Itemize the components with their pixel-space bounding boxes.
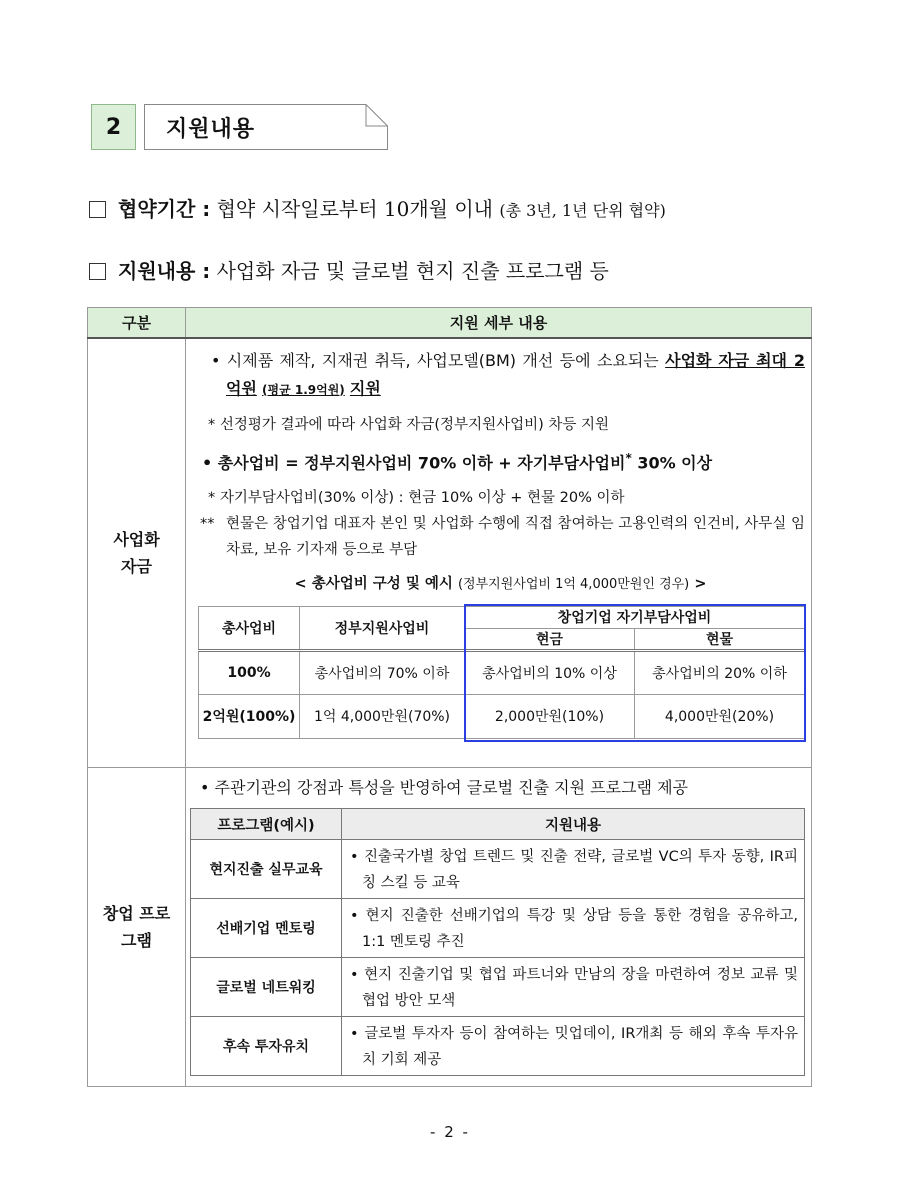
- cost-header-total: 총사업비: [199, 606, 300, 650]
- program-header-name: 프로그램(예시): [191, 809, 342, 840]
- checkbox-square-icon: [89, 201, 106, 218]
- funding-note-3: ** 현물은 창업기업 대표자 본인 및 사업화 수행에 직접 참여하는 고용인력의 인건비, 사무실 임차료, 보유 기자재 등으로 부담: [200, 515, 805, 558]
- header-category: 구분: [88, 308, 186, 338]
- agreement-text: 협약 시작일로부터 10개월 이내: [216, 197, 493, 221]
- cost-header-self: 창업기업 자기부담사업비: [465, 606, 805, 628]
- table-row: 2억원(100%) 1억 4,000만원(70%) 2,000만원(10%) 4,000만원(20%): [199, 694, 805, 738]
- funding-bullet-2: • 총사업비 = 정부지원사업비 70% 이하 + 자기부담사업비* 30% 이상: [202, 450, 713, 472]
- program-detail: [186, 768, 812, 1087]
- checkbox-square-icon: [89, 263, 106, 280]
- header-detail: 지원 세부 내용: [186, 308, 812, 338]
- example-caption: < 총사업비 구성 및 예시 (정부지원사업비 1억 4,000만원인 경우) >: [294, 575, 707, 592]
- support-label: 지원내용 :: [118, 259, 211, 283]
- funding-note-2: * 자기부담사업비(30% 이상) : 현금 10% 이상 + 현물 20% 이하: [208, 489, 625, 506]
- section-title: 지원내용: [166, 117, 256, 142]
- table-row: 글로벌 네트워킹 • 현지 진출기업 및 협업 파트너와 만남의 장을 마련하여 정보 교류 및 협업 방안 모색: [191, 958, 805, 1017]
- program-table: [190, 808, 805, 1076]
- cost-example: [196, 606, 805, 739]
- table-row: 후속 투자유치 • 글로벌 투자자 등이 참여하는 밋업데이, IR개최 등 해외 후속 투자유치 기회 제공: [191, 1017, 805, 1076]
- support-text: 사업화 자금 및 글로벌 현지 진출 프로그램 등: [216, 259, 609, 283]
- table-row: 현지진출 실무교육 • 진출국가별 창업 트렌드 및 진출 전략, 글로벌 VC의 투자 동향, IR피칭 스킬 등 교육: [191, 840, 805, 899]
- table-row: 100% 총사업비의 70% 이하 총사업비의 10% 이상 총사업비의 20% 이하: [199, 650, 805, 694]
- cost-header-inkind: 현물: [635, 628, 805, 650]
- program-bullet: • 주관기관의 강점과 특성을 반영하여 글로벌 진출 지원 프로그램 제공: [200, 778, 688, 797]
- support-line: [89, 255, 609, 284]
- page-number: - 2 -: [430, 1123, 470, 1141]
- agreement-label: 협약기간 :: [118, 197, 211, 221]
- section-number: 2: [91, 104, 136, 150]
- agreement-note: (총 3년, 1년 단위 협약): [499, 201, 666, 220]
- cost-header-cash: 현금: [465, 628, 635, 650]
- cost-header-gov: 정부지원사업비: [300, 606, 465, 650]
- support-detail-table: [87, 307, 812, 1087]
- funding-bullet-1: • 시제품 제작, 지재권 취득, 사업모델(BM) 개선 등에 소요되는 사업화 자금 최대 2억원 (평균 1.9억원) 지원: [211, 350, 805, 398]
- category-program: 창업 프로그램: [88, 768, 186, 1087]
- category-funding: 사업화 자금: [88, 338, 186, 768]
- cost-example-table: [198, 606, 805, 739]
- agreement-line: [89, 193, 666, 222]
- funding-note-1: * 선정평가 결과에 따라 사업화 자금(정부지원사업비) 차등 지원: [208, 416, 610, 433]
- program-header-content: 지원내용: [342, 809, 805, 840]
- funding-detail: [186, 338, 812, 768]
- table-row: 선배기업 멘토링 • 현지 진출한 선배기업의 특강 및 상담 등을 통한 경험을 공유하고, 1:1 멘토링 추진: [191, 899, 805, 958]
